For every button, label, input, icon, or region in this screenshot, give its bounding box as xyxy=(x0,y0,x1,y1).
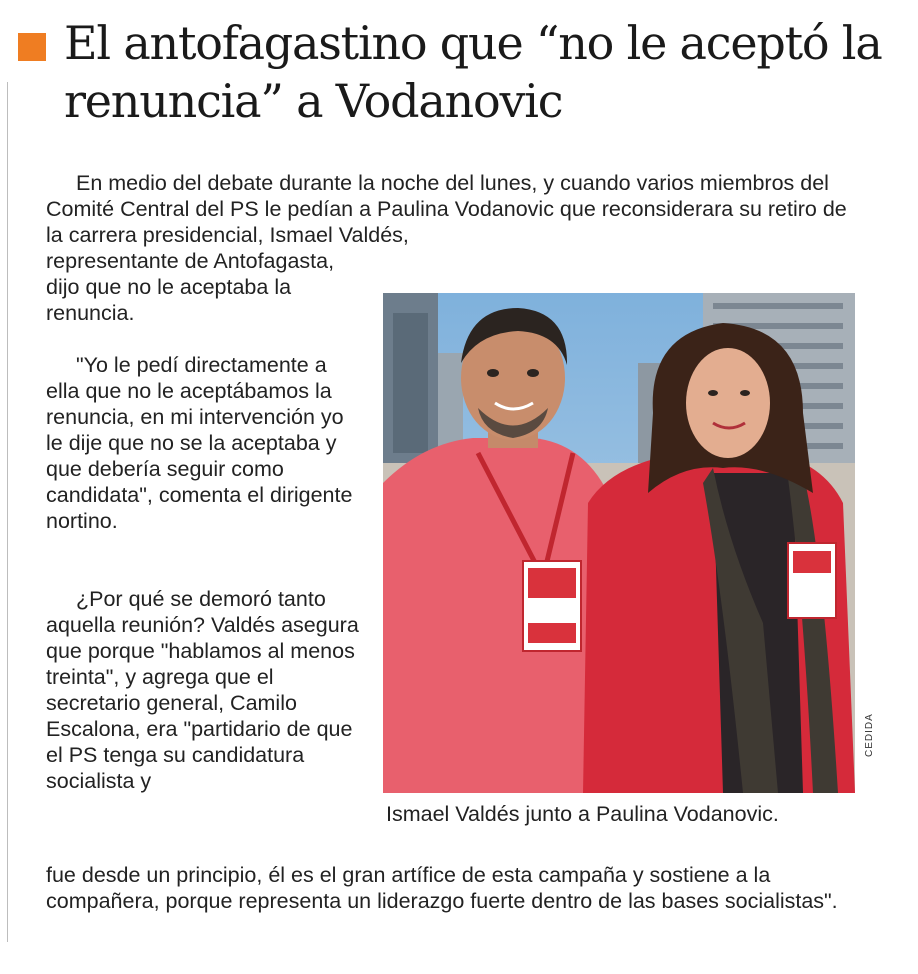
paragraph-lead-continued: representante de Antofagasta, dijo que no le aceptaba la renuncia. xyxy=(46,249,335,325)
paragraph-lead: En medio del debate durante la noche del lunes, y cuando varios miembros del Comité Central del PS le pedían a Paulina Vodanovic que reconsiderara su retiro de la carrera presidencial, Ismael Valdés, xyxy=(46,171,847,247)
column-rule xyxy=(7,82,8,942)
paragraph-quote: "Yo le pedí directamente a ella que no le aceptábamos la renuncia, en mi intervención yo le dije que no se la aceptaba y que debería seguir como candidata", comenta el dirigente nortino. xyxy=(46,353,353,533)
headline: El antofagastino que “no le aceptó la renuncia” a Vodanovic xyxy=(64,16,882,128)
paragraph-question: ¿Por qué se demoró tanto aquella reunión? Valdés asegura que porque "hablamos al menos treinta", y agrega que el secretario general, Camilo Escalona, era "partidario de que el PS tenga su candidatura socialista y xyxy=(46,587,359,793)
paragraph-closing: fue desde un principio, él es el gran artífice de esta campaña y sostiene a la compañera, porque representa un liderazgo fuerte dentro de las bases socialistas". xyxy=(46,863,838,913)
photo-caption: Ismael Valdés junto a Paulina Vodanovic. xyxy=(386,802,779,826)
photo-illustration xyxy=(383,293,855,793)
photo xyxy=(383,293,855,793)
headline-marker xyxy=(18,33,46,61)
photo-credit: CEDIDA xyxy=(864,713,875,757)
